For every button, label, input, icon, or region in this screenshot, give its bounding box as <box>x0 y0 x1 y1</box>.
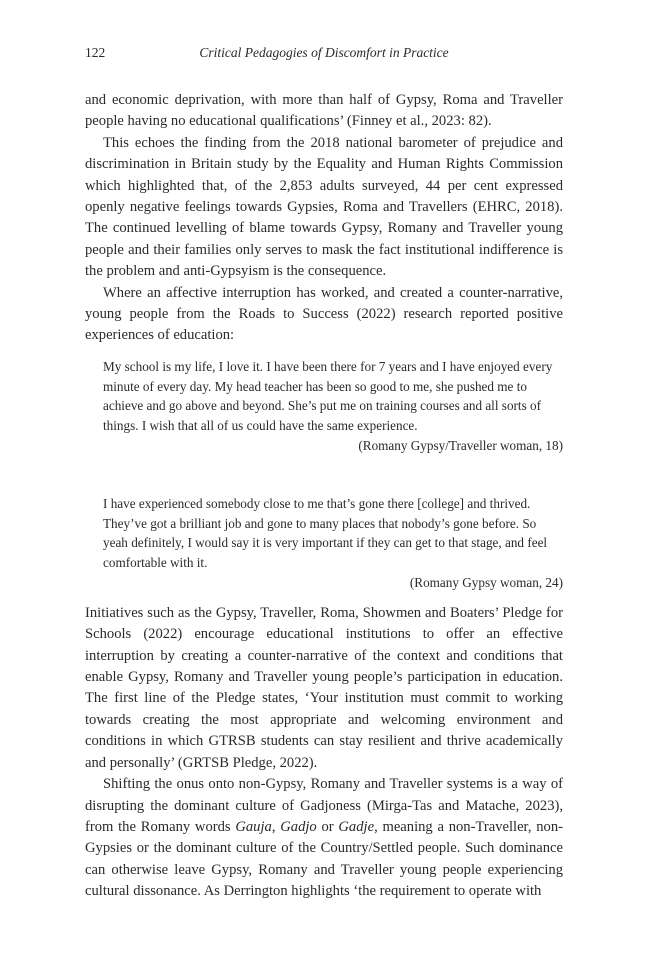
quote-text: My school is my life, I love it. I have been there for 7 years and I have enjoyed every minute of every day. My head teacher has been so good to me, she pushed me to achieve and go above and beyond. She’s put me on training courses and all sorts of things. I wish that all of us could have the same experience. <box>103 358 553 434</box>
paragraph: Initiatives such as the Gypsy, Traveller, Roma, Showmen and Boaters’ Pledge for Schools (2022) encourage educational institutions to offer an effective interruption by creating a counter-narrative of the context and conditions that enable Gypsy, Romany and Traveller young people’s participation in education. The first line of the Pledge states, ‘Your institution must commit to working towards creating the most appropriate and welcoming environment and conditions in which GTRSB students can stay resilient and thrive academically and personally’ (GRTSB Pledge, 2022). <box>85 604 563 771</box>
block-quote <box>103 357 563 456</box>
romany-word: Gauja <box>235 818 272 835</box>
text-run: Shifting the onus onto non-Gypsy, Romany and Traveller systems is a way of disrupting the dominant culture of Gadjoness (Mirga-Tas and Matache, 2023), from the Romany words <box>85 776 563 835</box>
running-title: Critical Pedagogies of Discomfort in Practice <box>199 45 449 60</box>
paragraph: This echoes the finding from the 2018 national barometer of prejudice and discrimination in Britain study by the Equality and Human Rights Commission which highlighted that, of the 2,853 adults surveyed, 44 per cent expressed openly negative feelings towards Gypsies, Roma and Travellers (EHRC, 2018). The continued levelling of blame towards Gypsy, Romany and Traveller young people and their families only serves to mask the fact institutional indifference is the problem and anti-Gypsyism is the consequence. <box>85 134 563 280</box>
body-text <box>85 90 563 903</box>
quote-text: I have experienced somebody close to me that’s gone there [college] and thrived. They’ve got a brilliant job and gone to many places that nobody’s gone before. So yeah definitely, I would say it is very important if they can get to that stage, and feel comfortable with it. <box>103 495 548 571</box>
running-header <box>85 45 563 65</box>
text-run: , meaning a non-Traveller, non-Gypsies or the dominant culture of the Country/Settled people. Such dominance can otherwise leave Gypsy, Romany and Traveller young people experiencing cultural dissonance. As Derrington highlights ‘the requirement to operate with <box>85 818 563 900</box>
page-number: 122 <box>85 45 106 60</box>
quote-attribution: (Romany Gypsy/Traveller woman, 18) <box>358 438 563 454</box>
romany-word: Gadje <box>338 818 375 835</box>
paragraph: and economic deprivation, with more than half of Gypsy, Roma and Traveller people having no educational qualifications’ (Finney et al., 2023: 82). <box>85 92 563 130</box>
quote-attribution: (Romany Gypsy woman, 24) <box>409 575 563 591</box>
romany-word: Gadjo <box>280 818 317 835</box>
block-quote <box>103 494 563 593</box>
paragraph: Shifting the onus onto non-Gypsy, Romany and Traveller systems is a way of disrupting the dominant culture of Gadjoness (Mirga-Tas and Matache, 2023), from the Romany words Gauja, Gadjo or Gadje, meaning a non-Traveller, non-Gypsies or the dominant culture of the Country/Settled people. Such dominance can otherwise leave Gypsy, Romany and Traveller young people experiencing cultural dissonance. As Derrington highlights ‘the requirement to operate with <box>85 776 563 900</box>
paragraph: Where an affective interruption has worked, and created a counter-narrative, young people from the Roads to Success (2022) research reported positive experiences of education: <box>85 284 563 344</box>
